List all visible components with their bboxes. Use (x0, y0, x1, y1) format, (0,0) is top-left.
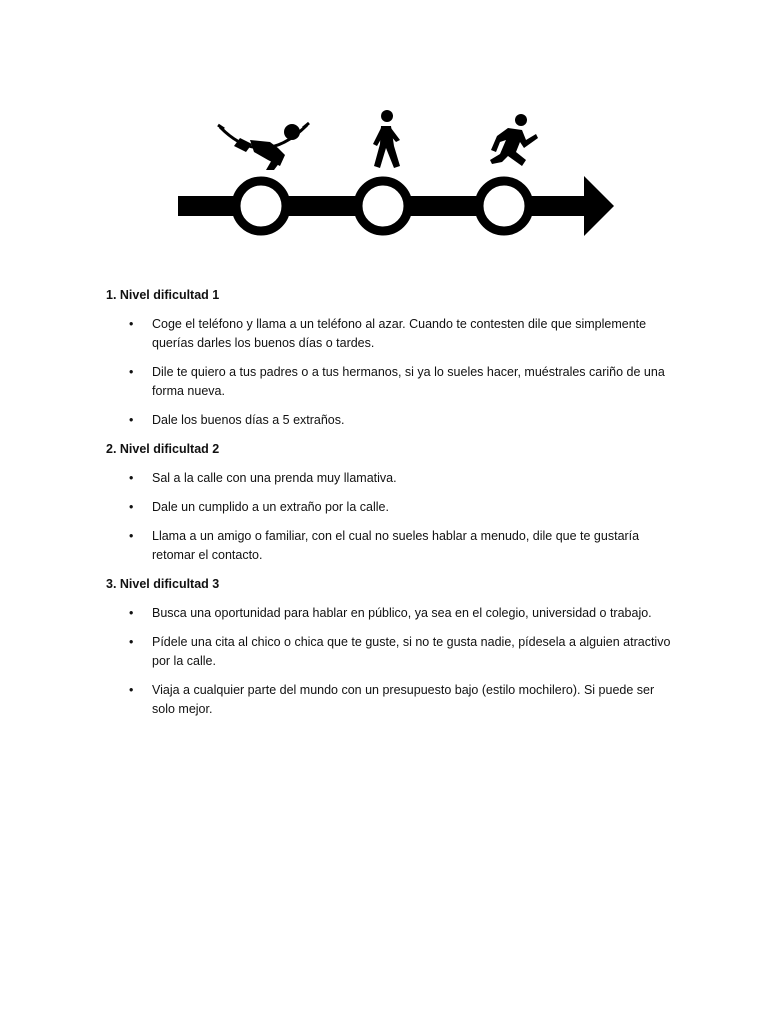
list-item (106, 604, 676, 623)
list-item-text: Pídele una cita al chico o chica que te guste, si no te gusta nadie, pídesela a alguien atractivo por la calle. (152, 635, 671, 668)
bullet-dot-icon: • (129, 365, 134, 379)
stage-circle-1 (236, 181, 286, 231)
bullet-dot-icon: • (129, 500, 134, 514)
list-item (106, 411, 676, 430)
bullet-dot-icon: • (129, 471, 134, 485)
list-item (106, 315, 676, 353)
list-item (106, 633, 676, 671)
level-section (106, 440, 676, 565)
list-item-text: Dale los buenos días a 5 extraños. (152, 413, 345, 427)
stage-circle-2 (358, 181, 408, 231)
bullet-dot-icon: • (129, 683, 134, 697)
level-heading: 2. Nivel dificultad 2 (106, 442, 220, 456)
running-person-icon (490, 114, 538, 166)
walking-person-icon (373, 110, 400, 168)
list-item (106, 363, 676, 401)
document-body (106, 286, 676, 729)
list-item (106, 681, 676, 719)
stage-circle-3 (479, 181, 529, 231)
bullet-dot-icon: • (129, 635, 134, 649)
bullet-dot-icon: • (129, 317, 134, 331)
level-section (106, 575, 676, 719)
level-list (106, 604, 676, 719)
list-item-text: Coge el teléfono y llama a un teléfono al azar. Cuando te contesten dile que simplemente querías darles los buenos días o tardes. (152, 317, 647, 350)
list-item (106, 498, 676, 517)
list-item-text: Llama a un amigo o familiar, con el cual no sueles hablar a menudo, dile que te gustaría retomar el contacto. (152, 529, 640, 562)
bullet-dot-icon: • (129, 606, 134, 620)
list-item (106, 469, 676, 488)
bullet-dot-icon: • (129, 413, 134, 427)
list-item-text: Sal a la calle con una prenda muy llamativa. (152, 471, 397, 485)
level-section (106, 286, 676, 430)
list-item-text: Viaja a cualquier parte del mundo con un presupuesto bajo (estilo mochilero). Si puede ser solo mejor. (152, 683, 655, 716)
level-list (106, 469, 676, 565)
hammock-rest-icon (218, 123, 309, 170)
list-item (106, 527, 676, 565)
bullet-dot-icon: • (129, 529, 134, 543)
timeline-svg (170, 100, 630, 250)
list-item-text: Busca una oportunidad para hablar en público, ya sea en el colegio, universidad o trabajo. (152, 606, 652, 620)
list-item-text: Dale un cumplido a un extraño por la calle. (152, 500, 389, 514)
list-item-text: Dile te quiero a tus padres o a tus hermanos, si ya lo sueles hacer, muéstrales cariño de una forma nueva. (152, 365, 665, 398)
level-heading: 1. Nivel dificultad 1 (106, 288, 220, 302)
timeline-arrow-head (584, 176, 614, 236)
progress-timeline-figure (170, 100, 630, 250)
level-heading: 3. Nivel dificultad 3 (106, 577, 220, 591)
level-list (106, 315, 676, 430)
